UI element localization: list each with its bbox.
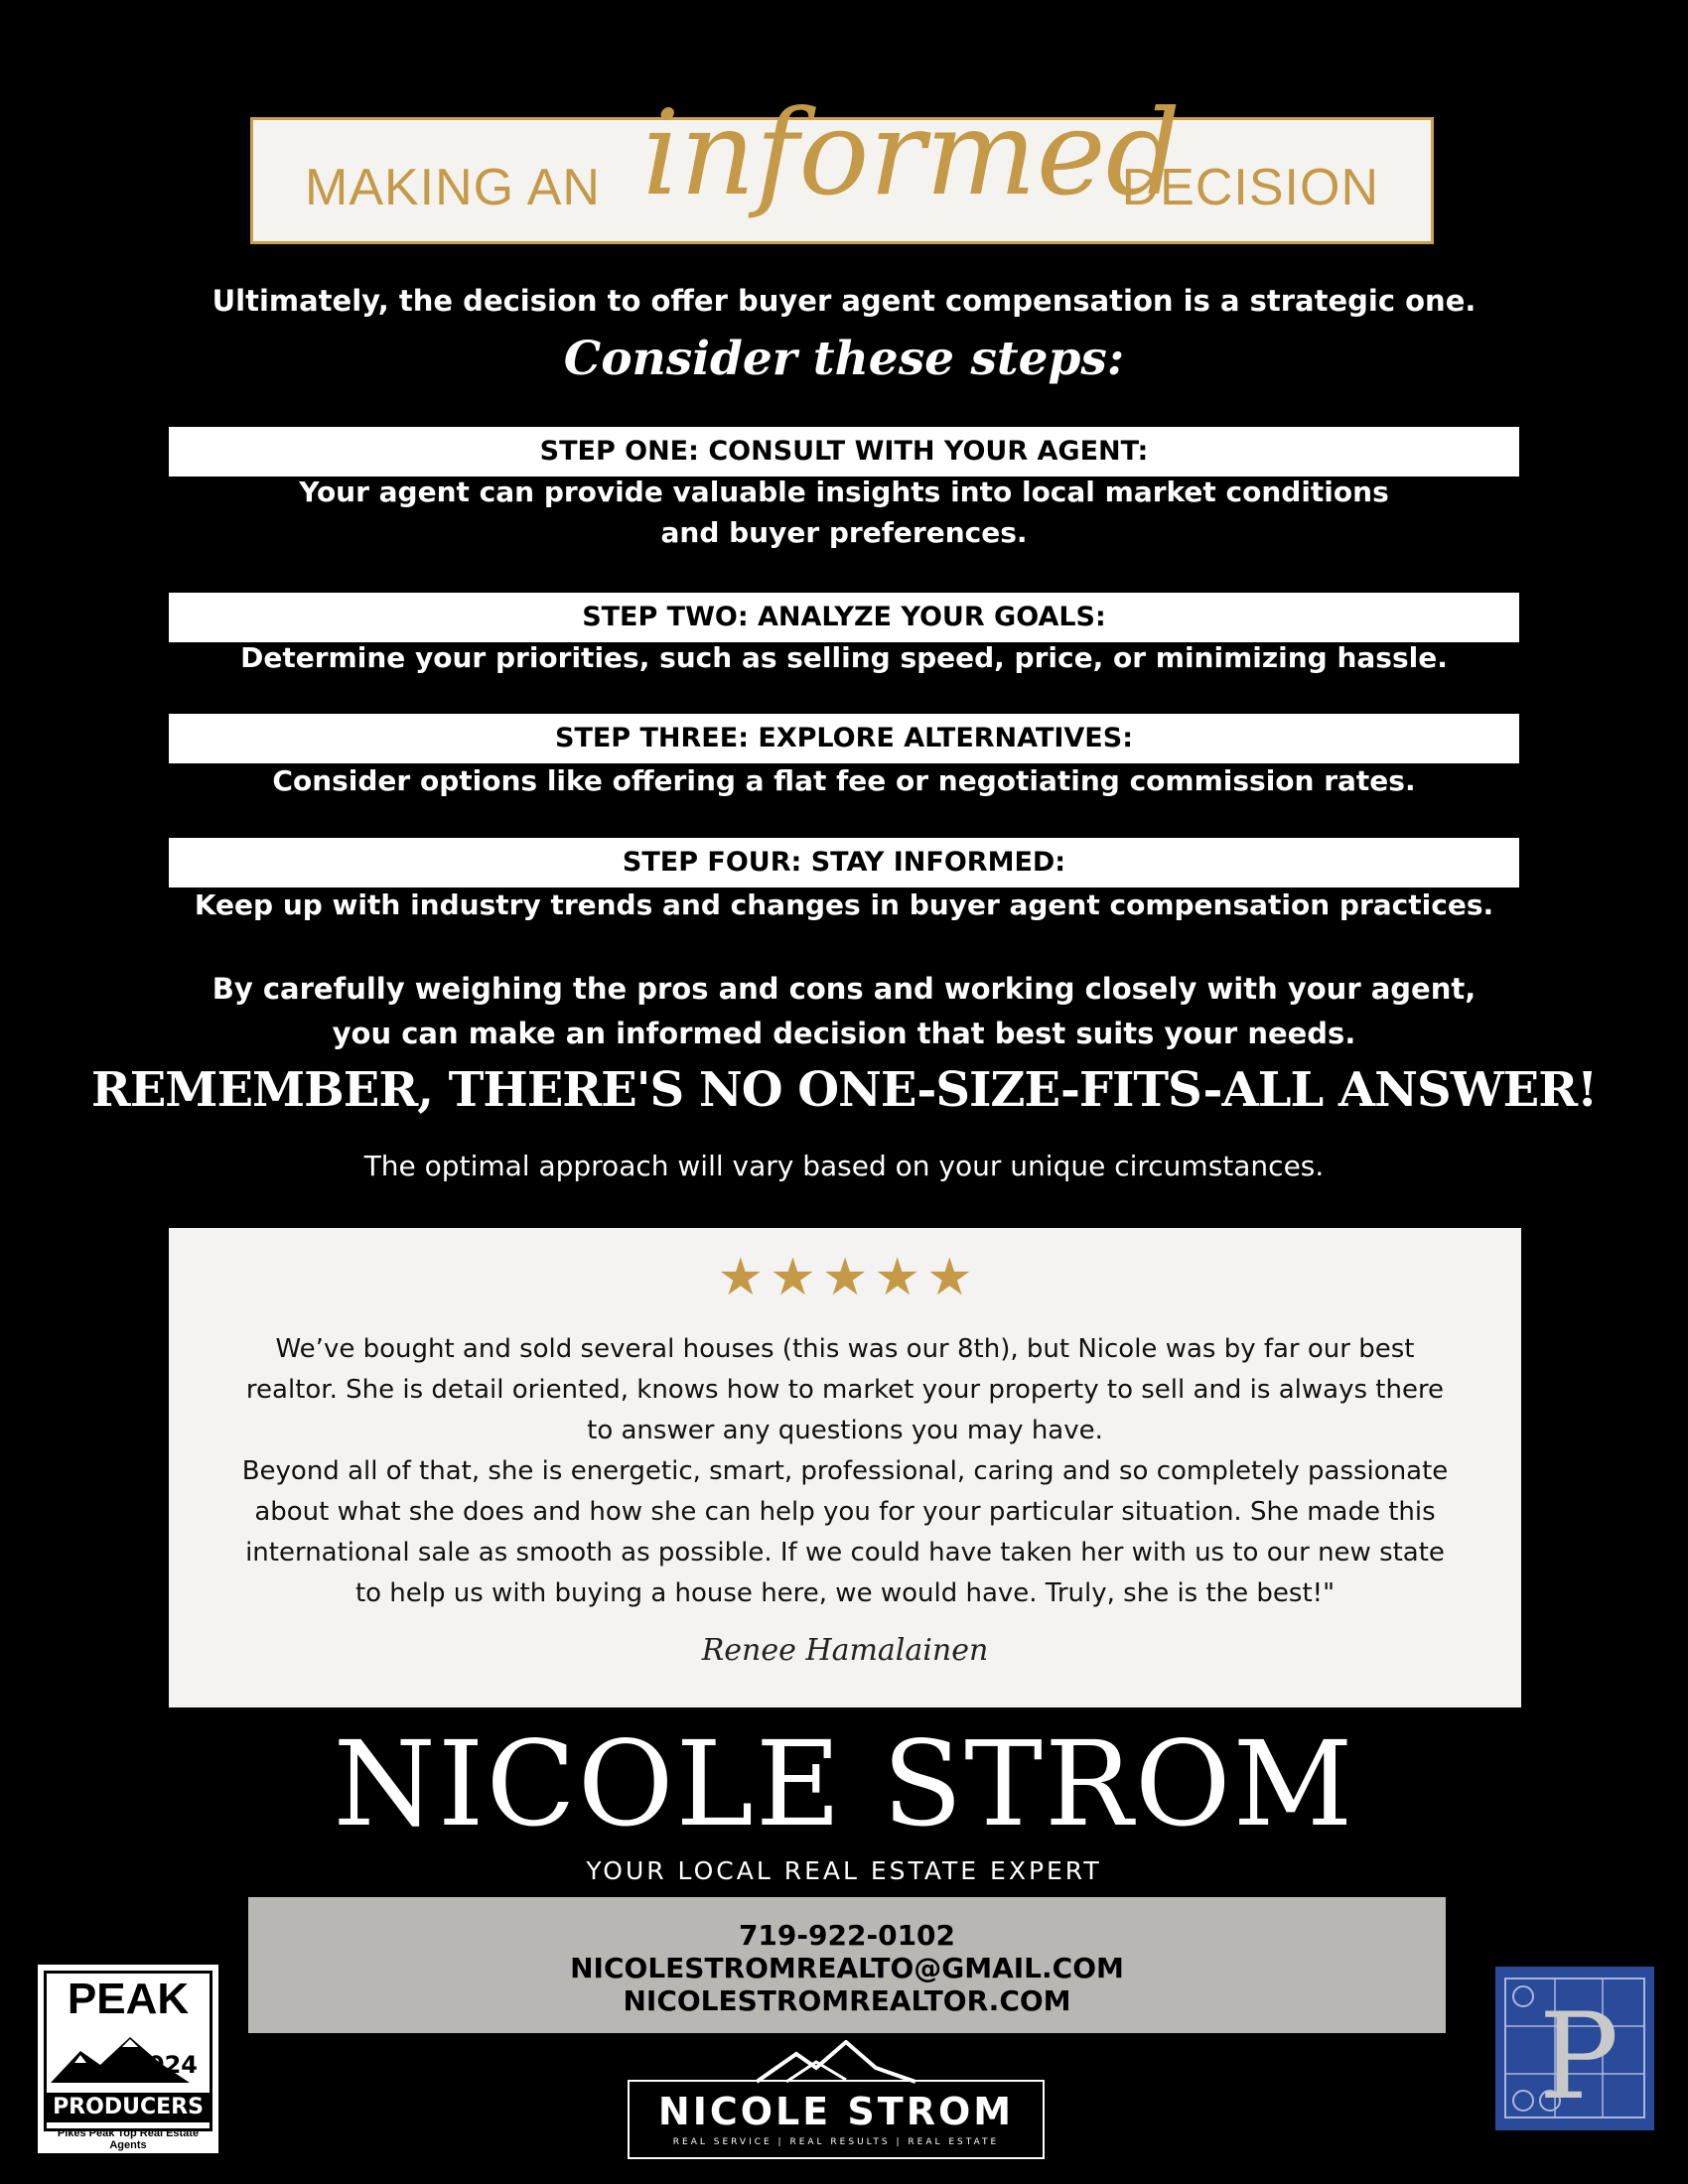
peak-logo-title: PEAK — [67, 1975, 190, 2023]
review-line: realtor. She is detail oriented, knows how to market your property to sell and is always there — [245, 1375, 1445, 1405]
review-text — [199, 1329, 1491, 1614]
nicole-strom-logo — [628, 2040, 1045, 2164]
step-two-title: STEP TWO: ANALYZE YOUR GOALS: — [169, 593, 1519, 642]
title-banner — [250, 84, 1434, 244]
banner-left-text: MAKING AN — [305, 159, 601, 216]
svg-text:P: P — [1538, 1988, 1619, 2126]
star-icon: ★ — [770, 1248, 816, 1307]
intro-text: Ultimately, the decision to offer buyer agent compensation is a strategic one. — [211, 284, 1477, 318]
review-line: about what she does and how she can help you for your particular situation. She made this — [254, 1497, 1436, 1527]
peak-logo-producers: PRODUCERS — [47, 2093, 210, 2122]
step-three-title: STEP THREE: EXPLORE ALTERNATIVES: — [169, 714, 1519, 763]
star-icon: ★ — [821, 1248, 869, 1307]
optimal-text: The optimal approach will vary based on your unique circumstances. — [363, 1150, 1325, 1182]
star-icon: ★ — [717, 1248, 765, 1307]
contact-phone[interactable]: 719-922-0102 — [738, 1919, 956, 1952]
logo-tagline: REAL SERVICE | REAL RESULTS | REAL ESTATE — [672, 2137, 1000, 2147]
contact-website[interactable]: NICOLESTROMREALTOR.COM — [623, 1984, 1071, 2017]
review-signature: Renee Hamalainen — [701, 1633, 989, 1668]
peak-logo-frame — [44, 1971, 212, 2131]
testimonial-card — [169, 1228, 1521, 1707]
review-line: to help us with buying a house here, we would have. Truly, she is the best!" — [354, 1578, 1336, 1608]
contact-box — [248, 1897, 1446, 2033]
review-line: international sale as smooth as possible. If we could have taken her with us to our new state — [245, 1538, 1445, 1568]
step-two-desc: Determine your priorities, such as selling speed, price, or minimizing hassle. — [240, 641, 1448, 674]
closing-line2: you can make an informed decision that best suits your needs. — [332, 1017, 1356, 1050]
banner-script-text: informed — [642, 84, 1182, 221]
consider-heading: Consider these steps: — [563, 332, 1125, 386]
review-line: We’ve bought and sold several houses (this was our 8th), but Nicole was by far our best — [275, 1334, 1415, 1364]
step-four-desc: Keep up with industry trends and changes in buyer agent compensation practices. — [194, 888, 1494, 921]
step-one-desc-line1: Your agent can provide valuable insights into local market conditions — [299, 476, 1389, 508]
agent-tagline: YOUR LOCAL REAL ESTATE EXPERT — [586, 1856, 1102, 1885]
step-one-desc-line2: and buyer preferences. — [660, 516, 1028, 549]
step-four-title: STEP FOUR: STAY INFORMED: — [169, 838, 1519, 887]
review-line: Beyond all of that, she is energetic, smart, professional, caring and so completely passionate — [241, 1456, 1449, 1486]
logo-name: NICOLE STROM — [657, 2090, 1015, 2133]
remember-heading: REMEMBER, THERE'S NO ONE-SIZE-FITS-ALL ANSWER! — [90, 1062, 1598, 1118]
star-icon: ★ — [925, 1248, 973, 1307]
p-logo-icon — [1495, 1967, 1654, 2130]
brokerage-logo — [1495, 1967, 1654, 2130]
step-one-title: STEP ONE: CONSULT WITH YOUR AGENT: — [169, 427, 1519, 477]
banner-right-text: DECISION — [1121, 159, 1379, 216]
closing-line1: By carefully weighing the pros and cons and working closely with your agent, — [211, 972, 1477, 1006]
review-line: to answer any questions you may have. — [587, 1416, 1103, 1445]
closing-paragraph — [0, 967, 1688, 1056]
contact-email[interactable]: NICOLESTROMREALTO@GMAIL.COM — [570, 1952, 1124, 1984]
step-three-desc: Consider options like offering a flat fee or negotiating commission rates. — [272, 764, 1416, 797]
star-icon: ★ — [874, 1248, 920, 1307]
peak-logo-subtitle: Pikes Peak Top Real Estate Agents — [57, 2127, 200, 2151]
agent-name: NICOLE STROM — [333, 1715, 1355, 1852]
star-rating — [169, 1248, 1521, 1307]
step-one-desc — [0, 472, 1688, 553]
logo-box — [628, 2080, 1045, 2159]
peak-producers-logo — [35, 1962, 221, 2156]
peak-logo-year: 2024 — [131, 2051, 198, 2079]
mountain-icon — [757, 2040, 915, 2084]
